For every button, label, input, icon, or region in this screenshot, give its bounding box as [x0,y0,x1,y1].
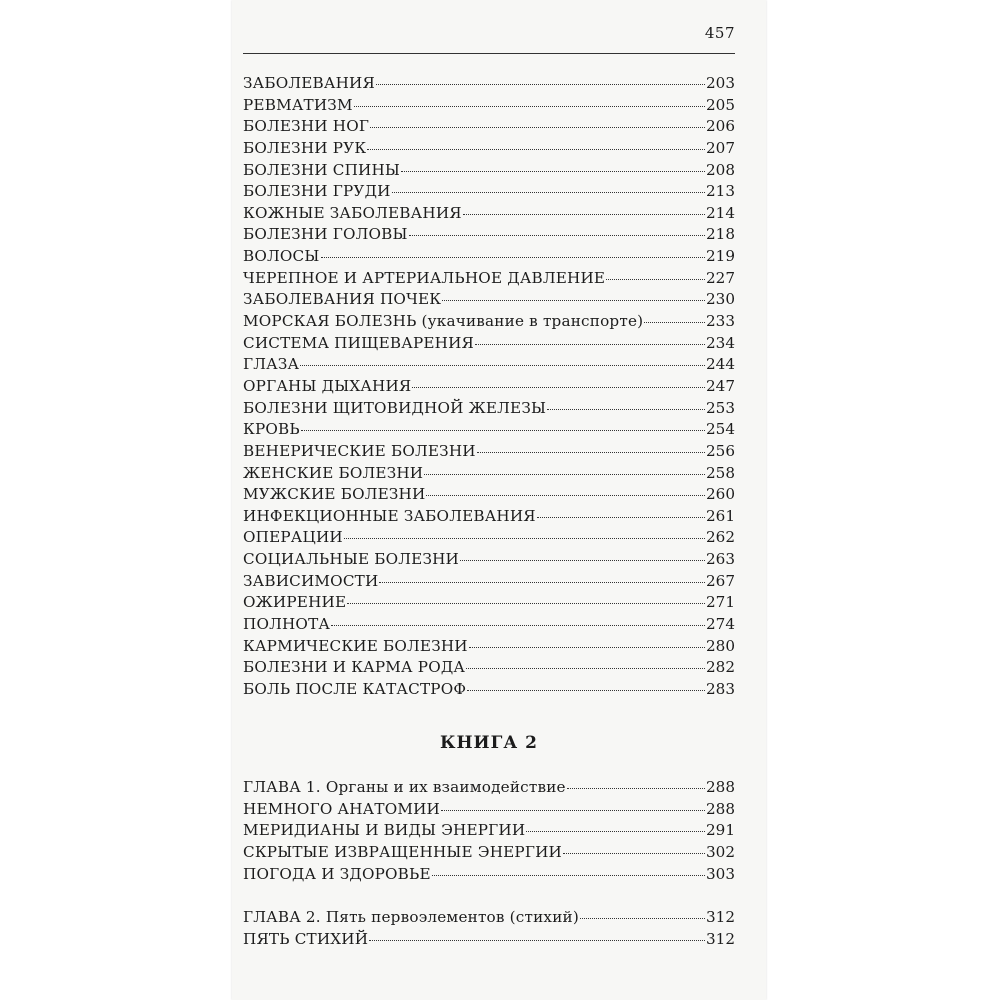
dot-leader [321,257,706,258]
dot-leader [432,875,705,876]
toc-entry [243,160,735,182]
toc-entry-title: БОЛЕЗНИ НОГ [243,117,370,136]
dot-leader [547,409,705,410]
toc-entry-title: ЗАБОЛЕВАНИЯ [243,74,375,92]
toc-entry [243,73,735,95]
dot-leader [300,365,705,366]
toc-entry-page: 271 [706,593,735,612]
dot-leader [369,940,705,941]
dot-leader [354,106,705,107]
toc-entry [243,333,735,355]
dot-leader [441,810,705,811]
toc-entry [243,571,735,593]
toc-entry-title: ИНФЕКЦИОННЫЕ ЗАБОЛЕВАНИЯ [243,506,536,525]
toc-entry-page: 214 [706,203,735,222]
toc-entry-title: БОЛЕЗНИ СПИНЫ [243,160,401,179]
toc-entry-title: ОРГАНЫ ДЫХАНИЯ [243,376,412,395]
dot-leader [567,788,705,789]
toc-entry-title: БОЛЬ ПОСЛЕ КАТАСТРОФ [243,679,467,698]
toc-entry-title: ПОЛНОТА [243,615,331,634]
dot-leader [412,387,705,388]
toc-entry-title: ВОЛОСЫ [243,247,320,266]
toc-entry-title: ВЕНЕРИЧЕСКИЕ БОЛЕЗНИ [243,441,476,460]
toc-entry-page: 253 [706,398,735,417]
toc-entry [243,138,735,160]
dot-leader [469,647,705,648]
toc-entry-page: 262 [706,528,735,547]
toc-entry-title: ГЛАВА 1. Органы и их взаимодействие [243,778,566,796]
dot-leader [376,84,705,85]
toc-entry [243,799,735,821]
toc-entry [243,354,735,376]
dot-leader [426,495,705,496]
toc-entry [243,116,735,138]
toc-entry-page: 303 [706,864,735,883]
toc-entry [243,419,735,441]
toc-entry [243,636,735,658]
book-title: КНИГА 2 [440,733,538,753]
toc-entry-title: ЧЕРЕПНОЕ И АРТЕРИАЛЬНОЕ ДАВЛЕНИЕ [243,268,606,287]
toc-entry-page: 261 [706,506,735,525]
dot-leader [477,452,705,453]
toc-entry [243,527,735,549]
toc-entry-page: 247 [706,376,735,395]
toc-entry-title: МОРСКАЯ БОЛЕЗНЬ (укачивание в транспорте) [243,312,644,331]
toc-entry-title: СКРЫТЫЕ ИЗВРАЩЕННЫЕ ЭНЕРГИИ [243,842,562,861]
toc-entry-title: КОЖНЫЕ ЗАБОЛЕВАНИЯ [243,203,462,222]
toc-entry-title: ГЛАВА 2. Пять первоэлементов (стихий) [243,908,579,926]
toc-entry-title: ГЛАЗА [243,355,300,374]
toc-entry [243,506,735,528]
dot-leader [370,127,705,128]
toc-entry-title: БОЛЕЗНИ ГОЛОВЫ [243,225,408,244]
dot-leader [344,538,705,539]
toc-entry [243,820,735,842]
dot-leader [347,603,705,604]
toc-entry-title: МЕРИДИАНЫ И ВИДЫ ЭНЕРГИИ [243,821,526,840]
toc-entry-page: 302 [706,842,735,861]
toc-entry-page: 312 [706,929,735,948]
toc-entry [243,929,735,951]
toc-entry-page: 219 [706,247,735,266]
toc-entry-title: ОЖИРЕНИЕ [243,593,347,612]
toc-chapter-2 [243,907,735,950]
toc-entry-page: 288 [706,778,735,796]
toc-entry [243,657,735,679]
dot-leader [526,831,705,832]
toc-entry [243,289,735,311]
toc-entry-title: КРОВЬ [243,420,300,439]
toc-entry-page: 230 [706,290,735,309]
toc-entry-title: ПОГОДА И ЗДОРОВЬЕ [243,864,431,883]
toc-entry-page: 205 [706,95,735,114]
toc-entry-page: 280 [706,636,735,655]
dot-leader [475,344,705,345]
toc-entry-page: 234 [706,333,735,352]
dot-leader [409,235,705,236]
dot-leader [580,918,705,919]
dot-leader [644,322,705,323]
dot-leader [537,517,705,518]
toc-entry-title: БОЛЕЗНИ ЩИТОВИДНОЙ ЖЕЛЕЗЫ [243,398,547,417]
toc-entry-title: БОЛЕЗНИ ГРУДИ [243,182,391,201]
toc-entry-title: ЗАВИСИМОСТИ [243,571,379,590]
toc-entry-page: 256 [706,441,735,460]
dot-leader [401,171,705,172]
dot-leader [392,192,705,193]
toc-entry-title: НЕМНОГО АНАТОМИИ [243,799,440,818]
toc-entry [243,679,735,701]
toc-entry-page: 291 [706,821,735,840]
toc-entry [243,268,735,290]
book-page [232,0,766,1000]
toc-entry [243,95,735,117]
toc-entry [243,463,735,485]
toc-entry [243,864,735,886]
toc-section-diseases [243,73,735,701]
toc-entry [243,614,735,636]
toc-entry-title: ЗАБОЛЕВАНИЯ ПОЧЕК [243,290,442,309]
toc-entry-title: ОПЕРАЦИИ [243,528,343,547]
dot-leader [460,560,705,561]
dot-leader [442,300,705,301]
toc-entry [243,203,735,225]
toc-entry-page: 218 [706,225,735,244]
toc-entry-page: 213 [706,182,735,201]
toc-entry [243,549,735,571]
toc-entry-page: 206 [706,117,735,136]
dot-leader [606,279,705,280]
dot-leader [463,214,705,215]
toc-entry [243,592,735,614]
dot-leader [379,582,705,583]
dot-leader [301,430,705,431]
toc-entry-title: КАРМИЧЕСКИЕ БОЛЕЗНИ [243,636,468,655]
toc-entry-page: 203 [706,74,735,92]
dot-leader [331,625,705,626]
dot-leader [563,853,705,854]
header-rule [243,53,735,54]
toc-entry-page: 283 [706,679,735,698]
toc-chapter-1 [243,777,735,885]
toc-entry [243,224,735,246]
toc-entry-page: 288 [706,799,735,818]
toc-entry-title: СИСТЕМА ПИЩЕВАРЕНИЯ [243,333,475,352]
toc-entry-page: 233 [706,312,735,331]
toc-entry-title: МУЖСКИЕ БОЛЕЗНИ [243,485,426,504]
toc-entry-page: 258 [706,463,735,482]
toc-entry-title: РЕВМАТИЗМ [243,95,353,114]
toc-entry-page: 312 [706,908,735,926]
toc-entry-page: 244 [706,355,735,374]
dot-leader [466,668,705,669]
dot-leader [367,149,705,150]
toc-entry [243,376,735,398]
toc-entry-page: 227 [706,268,735,287]
toc-entry-page: 208 [706,160,735,179]
toc-entry-page: 282 [706,658,735,677]
toc-entry-title: БОЛЕЗНИ И КАРМА РОДА [243,658,466,677]
toc-entry [243,441,735,463]
toc-entry-page: 260 [706,485,735,504]
toc-entry-page: 267 [706,571,735,590]
toc-entry [243,311,735,333]
toc-entry [243,181,735,203]
toc-entry-page: 207 [706,138,735,157]
toc-entry [243,842,735,864]
toc-entry [243,907,735,929]
toc-entry [243,398,735,420]
toc-entry-title: СОЦИАЛЬНЫЕ БОЛЕЗНИ [243,550,459,569]
toc-entry-page: 263 [706,550,735,569]
dot-leader [467,690,705,691]
toc-entry-page: 254 [706,420,735,439]
toc-entry-title: БОЛЕЗНИ РУК [243,138,367,157]
page-number: 457 [704,24,735,42]
toc-entry-title: ПЯТЬ СТИХИЙ [243,929,369,948]
toc-entry [243,484,735,506]
toc-entry-title: ЖЕНСКИЕ БОЛЕЗНИ [243,463,424,482]
toc-entry [243,777,735,799]
toc-entry [243,246,735,268]
dot-leader [424,474,705,475]
toc-entry-page: 274 [706,615,735,634]
